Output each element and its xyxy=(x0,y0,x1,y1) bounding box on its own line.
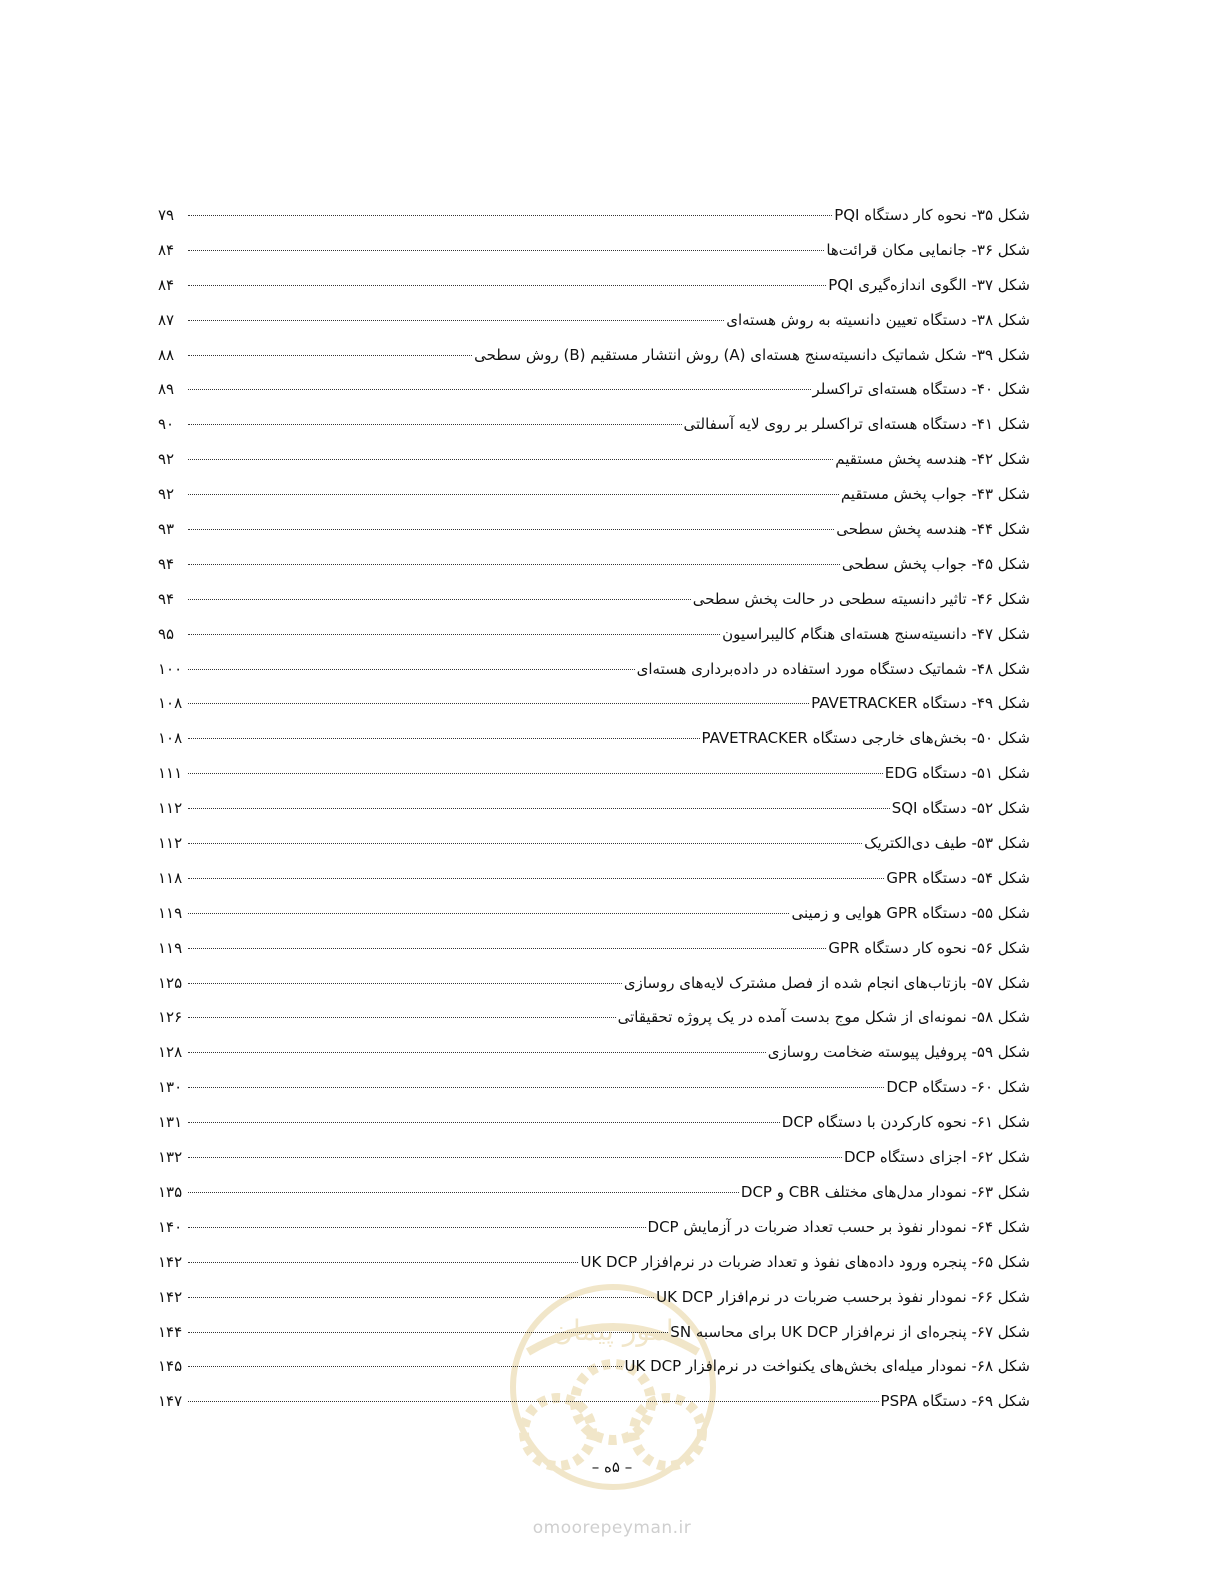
toc-title: شکل ۶۱- نحوه کارکردن با دستگاه DCP xyxy=(781,1113,1030,1132)
toc-row[interactable] xyxy=(158,652,1030,687)
toc-title: شکل ۵۹- پروفیل پیوسته ضخامت روسازی xyxy=(767,1043,1030,1062)
toc-title: شکل ۴۶- تاثیر دانسیته سطحی در حالت پخش سطحی xyxy=(692,589,1030,608)
toc-row[interactable] xyxy=(158,1210,1030,1245)
dot-leader xyxy=(188,912,789,914)
toc-row[interactable] xyxy=(158,1315,1030,1350)
toc-title: شکل ۴۴- هندسه پخش سطحی xyxy=(836,520,1030,539)
toc-title: شکل ۴۵- جواب پخش سطحی xyxy=(841,554,1030,573)
toc-page-number: ۱۰۰ xyxy=(158,659,183,678)
toc-row[interactable] xyxy=(158,198,1030,233)
page-number: – ۵ه – xyxy=(591,1458,633,1476)
toc-row[interactable] xyxy=(158,756,1030,791)
toc-row[interactable] xyxy=(158,1000,1030,1035)
dot-leader xyxy=(188,214,832,216)
dot-leader xyxy=(188,1331,668,1333)
toc-page-number: ۹۵ xyxy=(158,624,175,643)
toc-title: شکل ۴۲- هندسه پخش مستقیم xyxy=(835,450,1030,469)
dot-leader xyxy=(188,772,883,774)
toc-title: شکل ۵۶- نحوه کار دستگاه GPR xyxy=(828,938,1030,957)
toc-page-number: ۱۴۰ xyxy=(158,1217,183,1236)
toc-title: شکل ۵۰- بخش‌های خارجی دستگاه PAVETRACKER xyxy=(701,729,1030,748)
toc-title: شکل ۵۵- دستگاه GPR هوایی و زمینی xyxy=(791,903,1030,922)
toc-row[interactable] xyxy=(158,512,1030,547)
toc-page-number: ۱۱۸ xyxy=(158,868,183,887)
toc-row[interactable] xyxy=(158,1035,1030,1070)
dot-leader xyxy=(188,1365,622,1367)
toc-page-number: ۱۴۵ xyxy=(158,1357,183,1376)
toc-title: شکل ۳۸- دستگاه تعیین دانسیته به روش هسته‌ای xyxy=(726,310,1030,329)
toc-title: شکل ۴۷- دانسیته‌سنج هسته‌ای هنگام کالیبراسیون xyxy=(722,624,1030,643)
toc-title: شکل ۳۶- جانمایی مکان قرائت‌ها xyxy=(826,240,1030,259)
toc-title: شکل ۶۷- پنجره‌ای از نرم‌افزار UK DCP برای محاسبه SN xyxy=(670,1322,1030,1341)
toc-page-number: ۱۱۹ xyxy=(158,938,183,957)
dot-leader xyxy=(188,1261,578,1263)
dot-leader xyxy=(188,1016,616,1018)
toc-page-number: ۱۱۲ xyxy=(158,799,183,818)
toc-title: شکل ۶۴- نمودار نفوذ بر حسب تعداد ضربات در آزمایش DCP xyxy=(647,1217,1030,1236)
figure-list xyxy=(158,198,1030,1419)
toc-page-number: ۷۹ xyxy=(158,206,175,224)
toc-title: شکل ۴۹- دستگاه PAVETRACKER xyxy=(811,694,1030,713)
toc-page-number: ۹۰ xyxy=(158,415,175,434)
dot-leader xyxy=(188,493,839,495)
toc-title: شکل ۴۱- دستگاه هسته‌ای تراکسلر بر روی لایه آسفالتی xyxy=(683,415,1030,434)
toc-title: شکل ۶۵- پنجره ورود داده‌های نفوذ و تعداد ضربات در نرم‌افزار UK DCP xyxy=(580,1252,1030,1271)
dot-leader xyxy=(188,842,862,844)
toc-page-number: ۱۲۶ xyxy=(158,1008,183,1027)
toc-page-number: ۱۰۸ xyxy=(158,729,183,748)
toc-row[interactable] xyxy=(158,1384,1030,1419)
dot-leader xyxy=(188,249,824,251)
toc-title: شکل ۵۱- دستگاه EDG xyxy=(884,764,1030,783)
toc-row[interactable] xyxy=(158,1105,1030,1140)
dot-leader xyxy=(188,947,826,949)
dot-leader xyxy=(188,702,809,704)
toc-page-number: ۸۷ xyxy=(158,310,175,329)
toc-page-number: ۱۴۲ xyxy=(158,1287,183,1306)
toc-row[interactable] xyxy=(158,1070,1030,1105)
toc-row[interactable] xyxy=(158,931,1030,966)
toc-row[interactable] xyxy=(158,407,1030,442)
dot-leader xyxy=(188,982,622,984)
toc-page-number: ۱۰۸ xyxy=(158,694,183,713)
dot-leader xyxy=(188,668,635,670)
toc-title: شکل ۴۰- دستگاه هسته‌ای تراکسلر xyxy=(812,380,1030,399)
toc-page-number: ۹۲ xyxy=(158,485,175,504)
dot-leader xyxy=(188,423,682,425)
toc-row[interactable] xyxy=(158,826,1030,861)
toc-page-number: ۹۳ xyxy=(158,520,175,539)
toc-page-number: ۱۲۸ xyxy=(158,1043,183,1062)
dot-leader xyxy=(188,1191,739,1193)
toc-row[interactable] xyxy=(158,896,1030,931)
dot-leader xyxy=(188,598,691,600)
dot-leader xyxy=(188,877,884,879)
toc-page-number: ۱۴۲ xyxy=(158,1252,183,1271)
toc-row[interactable] xyxy=(158,477,1030,512)
toc-row[interactable] xyxy=(158,1280,1030,1315)
toc-title: شکل ۳۷- الگوی اندازه‌گیری PQI xyxy=(828,275,1030,294)
dot-leader xyxy=(188,1226,646,1228)
watermark-seal-text: امور پیمان xyxy=(552,1314,674,1347)
toc-page-number: ۹۴ xyxy=(158,589,175,608)
dot-leader xyxy=(188,1086,884,1088)
toc-page-number: ۹۴ xyxy=(158,554,175,573)
toc-title: شکل ۵۴- دستگاه GPR xyxy=(886,868,1030,887)
toc-page-number: ۹۲ xyxy=(158,450,175,469)
dot-leader xyxy=(188,807,890,809)
toc-row[interactable] xyxy=(158,338,1030,373)
toc-row[interactable] xyxy=(158,442,1030,477)
dot-leader xyxy=(188,388,811,390)
toc-page-number: ۱۳۲ xyxy=(158,1148,183,1167)
toc-title: شکل ۶۳- نمودار مدل‌های مختلف CBR و DCP xyxy=(740,1182,1030,1201)
toc-row[interactable] xyxy=(158,966,1030,1001)
toc-title: شکل ۳۹- شکل شماتیک دانسیته‌سنج هسته‌ای (A) روش انتشار مستقیم (B) روش سطحی xyxy=(474,345,1030,364)
toc-page-number: ۱۳۵ xyxy=(158,1182,183,1201)
toc-row[interactable] xyxy=(158,1245,1030,1280)
toc-row[interactable] xyxy=(158,582,1030,617)
dot-leader xyxy=(188,1051,766,1053)
toc-title: شکل ۶۲- اجزای دستگاه DCP xyxy=(843,1148,1030,1167)
toc-page-number: ۸۴ xyxy=(158,240,175,259)
toc-row[interactable] xyxy=(158,686,1030,721)
toc-row[interactable] xyxy=(158,1140,1030,1175)
toc-page-number: ۱۱۲ xyxy=(158,834,183,853)
watermark-url: omoorepeyman.ir xyxy=(532,1518,692,1538)
toc-row[interactable] xyxy=(158,303,1030,338)
toc-title: شکل ۵۸- نمونه‌ای از شکل موج بدست آمده در یک پروژه تحقیقاتی xyxy=(617,1008,1030,1027)
toc-page-number: ۸۹ xyxy=(158,380,175,399)
toc-row[interactable] xyxy=(158,721,1030,756)
dot-leader xyxy=(188,1400,879,1402)
dot-leader xyxy=(188,563,840,565)
toc-row[interactable] xyxy=(158,617,1030,652)
toc-page-number: ۱۴۷ xyxy=(158,1392,183,1411)
toc-title: شکل ۶۹- دستگاه PSPA xyxy=(880,1392,1030,1411)
toc-page-number: ۱۱۱ xyxy=(158,764,183,783)
toc-page-number: ۸۴ xyxy=(158,275,175,294)
toc-page-number: ۱۴۴ xyxy=(158,1322,183,1341)
toc-row[interactable] xyxy=(158,547,1030,582)
toc-row[interactable] xyxy=(158,233,1030,268)
dot-leader xyxy=(188,1121,780,1123)
dot-leader xyxy=(188,528,834,530)
toc-title: شکل ۶۸- نمودار میله‌ای بخش‌های یکنواخت در نرم‌افزار UK DCP xyxy=(624,1357,1030,1376)
toc-title: شکل ۵۲- دستگاه SQI xyxy=(891,799,1030,818)
toc-title: شکل ۶۰- دستگاه DCP xyxy=(886,1078,1030,1097)
toc-title: شکل ۵۳- طیف دی‌الکتریک xyxy=(864,834,1030,853)
dot-leader xyxy=(188,737,700,739)
toc-title: شکل ۶۶- نمودار نفوذ برحسب ضربات در نرم‌افزار UK DCP xyxy=(656,1287,1030,1306)
toc-row[interactable] xyxy=(158,861,1030,896)
toc-page-number: ۱۳۰ xyxy=(158,1078,183,1097)
dot-leader xyxy=(188,354,472,356)
toc-page-number: ۱۱۹ xyxy=(158,903,183,922)
toc-page-number: ۱۳۱ xyxy=(158,1113,183,1132)
toc-title: شکل ۳۵- نحوه کار دستگاه PQI xyxy=(834,206,1030,224)
toc-page-number: ۸۸ xyxy=(158,345,175,364)
toc-row[interactable] xyxy=(158,1175,1030,1210)
dot-leader xyxy=(188,319,724,321)
toc-page-number: ۱۲۵ xyxy=(158,973,183,992)
toc-row[interactable] xyxy=(158,268,1030,303)
dot-leader xyxy=(188,284,826,286)
toc-row[interactable] xyxy=(158,1349,1030,1384)
toc-title: شکل ۵۷- بازتاب‌های انجام شده از فصل مشترک لایه‌های روسازی xyxy=(623,973,1030,992)
toc-row[interactable] xyxy=(158,372,1030,407)
toc-title: شکل ۴۸- شماتیک دستگاه مورد استفاده در داده‌برداری هسته‌ای xyxy=(636,659,1030,678)
dot-leader xyxy=(188,1296,654,1298)
dot-leader xyxy=(188,458,833,460)
toc-row[interactable] xyxy=(158,791,1030,826)
toc-title: شکل ۴۳- جواب پخش مستقیم xyxy=(840,485,1030,504)
dot-leader xyxy=(188,1156,842,1158)
dot-leader xyxy=(188,633,720,635)
